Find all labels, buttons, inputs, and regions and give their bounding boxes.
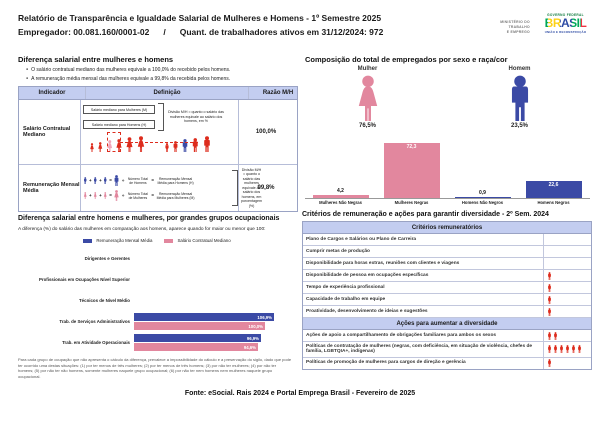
criteria-section-header: Ações para aumentar a diversidade <box>303 318 591 330</box>
col-indicador: Indicador <box>19 87 86 99</box>
section-title-occupational: Diferença salarial entre homens e mulheres, por grandes grupos ocupacionais <box>18 215 280 222</box>
category-label: Homens Não Negros <box>461 200 504 205</box>
chart-column <box>518 181 589 198</box>
man-icon <box>103 177 108 184</box>
race-chart-labels <box>305 200 590 205</box>
bar-value: 0,9 <box>479 190 486 196</box>
population-diagram <box>83 136 236 152</box>
brasil-wordmark: BRASIL <box>538 17 593 30</box>
woman-icon <box>89 143 95 152</box>
bracket-shape <box>232 170 238 206</box>
chart-row <box>18 248 296 269</box>
ratio-value: 100,0% <box>255 129 277 135</box>
occupational-subtitle: A diferença (%) do salário das mulheres em comparação aos homens, aparece quando for maior ou menor que 100: <box>18 227 266 232</box>
equals-sign: = <box>109 193 112 199</box>
bar-salario <box>134 322 265 330</box>
women-result-label: Remuneração Mensal Média para Mulheres (M) <box>156 191 195 200</box>
page-title: Relatório de Transparência e Igualdade Salarial de Mulheres e Homens - 1º Semestre 2025 <box>18 13 382 23</box>
plus-sign: + <box>89 178 92 184</box>
chart-column <box>447 190 518 198</box>
man-icon <box>191 138 200 152</box>
women-average-equation <box>83 190 229 201</box>
man-icon <box>113 175 120 186</box>
woman-icon <box>125 137 134 152</box>
criteria-marks <box>544 359 591 367</box>
bullet-average-pay: ● A remuneração média mensal das mulheres equivale a 99,8% da recebida pelos homens. <box>26 76 230 82</box>
criteria-label: Cumprir metas de produção <box>303 246 544 257</box>
table-row <box>303 306 591 318</box>
bracket-shape <box>158 103 164 131</box>
criteria-label: Disponibilidade de pessoa em ocupações específicas <box>303 270 544 281</box>
criteria-label: Políticas de promoção de mulheres para cargos de direção e gerência <box>303 358 544 369</box>
divide-sign: ÷ <box>121 193 125 199</box>
legend-label: Remuneração Mensal Média <box>96 238 153 243</box>
person-mark-icon <box>547 296 552 304</box>
woman-icon <box>97 142 104 152</box>
bar-value: 94,6% <box>243 344 256 350</box>
equals-sign: = <box>151 193 155 199</box>
man-median-icon <box>181 139 189 152</box>
woman-icon <box>354 75 382 121</box>
indicator-name: Remuneração Mensal Média <box>19 165 81 211</box>
bar-value: 72,3 <box>406 144 417 150</box>
man-icon <box>506 75 534 121</box>
table-row <box>303 358 591 369</box>
legend-swatch-pink <box>164 239 173 243</box>
bar-value: 106,9% <box>257 314 272 320</box>
person-mark-icon <box>547 345 552 353</box>
woman-icon <box>113 190 120 201</box>
category-label: Técnicos de Nível Médio <box>79 297 130 303</box>
division-note: Divisão M/H = quanto o salário das mulheres equivale ao salário dos homens, em porcentagem (%) <box>241 168 262 208</box>
median-dashed-line <box>120 142 198 143</box>
criteria-section-header: Critérios remuneratórios <box>303 222 591 234</box>
person-mark-icon <box>547 308 552 316</box>
bar-value: 96,9% <box>246 335 259 341</box>
person-mark-icon <box>547 272 552 280</box>
men-cluster <box>164 136 212 152</box>
table-row <box>303 330 591 342</box>
bar-remuneracao <box>134 313 274 321</box>
definition-diagram <box>81 165 262 211</box>
plus-sign: + <box>89 193 92 199</box>
person-mark-icon <box>547 332 552 340</box>
criteria-marks <box>544 272 591 280</box>
indicator-table <box>18 86 298 212</box>
criteria-marks <box>544 345 591 353</box>
table-row <box>303 294 591 306</box>
bar-salario <box>134 343 258 351</box>
person-mark-icon <box>553 332 558 340</box>
col-razao: Razão M/H <box>262 90 294 96</box>
bar-remuneracao <box>134 334 261 342</box>
indicator-table-header <box>19 87 297 100</box>
equals-sign: = <box>109 178 112 184</box>
criteria-marks <box>544 308 591 316</box>
bar-homens-negros <box>526 181 582 198</box>
bullet-median-salary: ● O salário contratual mediano das mulheres equivale a 100,0% do recebido pelos homens. <box>26 67 230 73</box>
divide-sign: ÷ <box>121 178 125 184</box>
person-mark-icon <box>571 345 576 353</box>
criteria-marks <box>544 296 591 304</box>
bar-value: 100,0% <box>248 323 263 329</box>
category-label: Trab. de Serviços Administrativos <box>59 318 130 324</box>
section-title-salary-gap: Diferença salarial entre mulheres e homens <box>18 55 174 64</box>
women-divisor-label: Número Total de Mulheres <box>127 191 148 200</box>
gov-federal-label: GOVERNO FEDERAL <box>547 13 584 17</box>
bar-mulheres-negras <box>384 143 440 198</box>
category-label: Mulheres Negras <box>394 200 429 205</box>
equals-sign: = <box>151 178 155 184</box>
table-row <box>303 282 591 294</box>
person-mark-icon <box>547 284 552 292</box>
plus-sign: + <box>99 193 102 199</box>
man-icon <box>93 177 98 184</box>
criteria-label: Plano de Cargos e Salários ou Plano de Carreira <box>303 234 544 245</box>
col-definicao: Definição <box>86 87 249 99</box>
criteria-label: Tempo de experiência profissional <box>303 282 544 293</box>
criteria-marks <box>544 284 591 292</box>
legend-swatch-blue <box>83 239 92 243</box>
criteria-marks <box>544 332 591 340</box>
table-row-salario-contratual <box>19 100 297 165</box>
man-icon <box>83 177 88 184</box>
criteria-table <box>302 221 592 370</box>
man-icon <box>202 136 212 152</box>
source-footer: Fonte: eSocial. Rais 2024 e Portal Emprega Brasil - Fevereiro de 2025 <box>184 390 416 397</box>
chart-column <box>376 143 447 198</box>
chart-row <box>18 332 296 353</box>
table-row <box>303 258 591 270</box>
ratio-value: 99,8% <box>257 185 275 191</box>
page-subtitle <box>18 27 383 37</box>
female-percentage: 76,5% <box>358 123 376 129</box>
men-average-equation <box>83 175 229 186</box>
chart-column <box>305 188 376 198</box>
table-row-remuneracao-media <box>19 165 297 211</box>
men-median-label: Salário mediano para Homens (H) <box>83 120 155 129</box>
category-label: Mulheres Não Negras <box>319 200 362 205</box>
criteria-label: Proatividade, desenvolvimento de ideias e sugestões <box>303 306 544 317</box>
men-divisor-label: Número Total de Homens <box>127 176 148 185</box>
occupational-bar-chart <box>18 248 296 353</box>
woman-icon <box>83 192 88 199</box>
gov-slogan: UNIÃO E RECONSTRUÇÃO <box>544 29 587 34</box>
person-mark-icon <box>553 345 558 353</box>
criteria-label: Disponibilidade para horas extras, reuniões com clientes e viagens <box>303 258 544 269</box>
division-note: Divisão M/H = quanto o salário das mulheres equivale ao salário dos homens, em % <box>168 110 224 124</box>
category-label: Profissionais em Ocupações Nível Superior <box>38 276 130 282</box>
men-result-label: Remuneração Mensal Média para Homens (H) <box>157 176 194 185</box>
table-row <box>303 234 591 246</box>
women-median-label: Salário mediano para Mulheres (M) <box>83 105 155 114</box>
race-composition-bar-chart <box>305 140 590 199</box>
person-mark-icon <box>565 345 570 353</box>
table-row <box>303 246 591 258</box>
ministry-logo-line: MINISTÉRIO DO <box>500 20 530 24</box>
category-label: Dirigentes e Gerentes <box>84 255 130 261</box>
man-icon <box>164 143 170 152</box>
plus-sign: + <box>99 178 102 184</box>
person-mark-icon <box>577 345 582 353</box>
table-row <box>303 270 591 282</box>
person-mark-icon <box>559 345 564 353</box>
criteria-label: Políticas de contratação de mulheres (negras, com deficiência, em situação de violência, chefes de família, LGBTQIA+, indígenas) <box>303 342 544 357</box>
female-label: Mulher <box>357 66 378 72</box>
legend-label: Salário Contratual Mediano <box>177 238 231 243</box>
subtitle-separator: / <box>163 27 166 37</box>
ministry-logo-line: TRABALHO <box>508 25 530 30</box>
criteria-label: Capacidade de trabalho em equipe <box>303 294 544 305</box>
ministry-logo-line: E EMPREGO <box>506 30 530 35</box>
section-title-criteria: Critérios de remuneração e ações para garantir diversidade - 2º Sem. 2024 <box>302 211 549 218</box>
active-workers-count: Quant. de trabalhadores ativos em 31/12/2024: 972 <box>179 27 384 37</box>
ministry-logo <box>452 20 530 35</box>
person-mark-icon <box>547 359 552 367</box>
bar-value: 4,2 <box>337 188 344 194</box>
median-dashed-box <box>107 132 121 152</box>
male-figure-block <box>482 66 557 129</box>
chart-footnote: Para cada grupo de ocupação que não apresenta o cálculo da diferença, prevalece a impossibilidade do cálculo e a preservação do sigilo, dado que pode ter ocorrido uma destas situações: (1) por ter menos de três mulheres; (2) por ter menos de três homens; (3) por não ter mulheres; (4) por não ter homens; (5) por não ter não homens, somente mulheres naquele grupo ocupacional; (6) por não ter nem homens nem mulheres naquele grupo ocupacional. <box>18 357 292 379</box>
chart-legend <box>18 238 296 243</box>
chart-row <box>18 311 296 332</box>
bar-mulheres-nao-negras <box>313 195 369 198</box>
criteria-label: Ações de apoio a compartilhamento de obrigações familiares para ambos os sexos <box>303 330 544 341</box>
table-row <box>303 342 591 358</box>
category-label: Trab. em Atividade Operacionais <box>62 339 130 345</box>
category-label: Homens Negros <box>537 200 570 205</box>
woman-icon <box>103 192 108 199</box>
woman-icon <box>136 136 146 152</box>
section-title-composition: Composição do total de empregados por sexo e raça/cor <box>305 55 508 64</box>
chart-row <box>18 290 296 311</box>
bar-value: 22,6 <box>548 182 559 188</box>
chart-row <box>18 269 296 290</box>
gov-brasil-logo <box>538 13 593 34</box>
male-percentage: 23,5% <box>510 123 528 129</box>
definition-diagram <box>81 100 239 164</box>
bar-homens-nao-negros <box>455 197 511 198</box>
male-label: Homem <box>508 66 531 72</box>
employer-id: Empregador: 00.081.160/0001-02 <box>18 27 150 37</box>
female-figure-block <box>330 66 405 129</box>
woman-icon <box>93 192 98 199</box>
indicator-name: Salário Contratual Mediano <box>19 100 81 164</box>
